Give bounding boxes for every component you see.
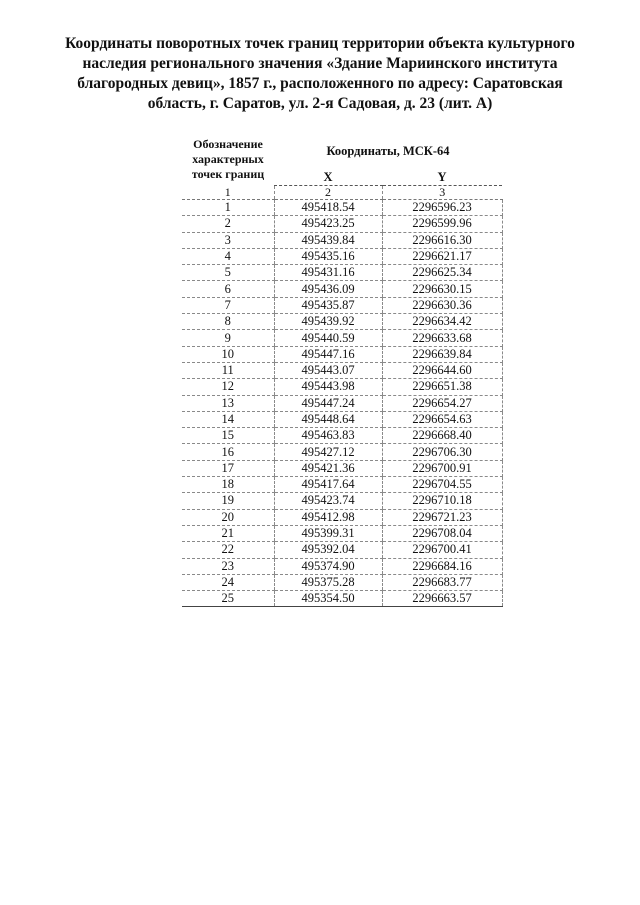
x-coordinate-cell: 495417.64 xyxy=(274,477,382,493)
point-number-cell: 12 xyxy=(182,379,274,395)
point-number-cell: 7 xyxy=(182,297,274,313)
x-coordinate-cell: 495354.50 xyxy=(274,591,382,607)
point-designation-header xyxy=(182,133,274,186)
table-row xyxy=(182,395,502,411)
point-header-line: точек границ xyxy=(191,166,265,181)
point-number-cell: 9 xyxy=(182,330,274,346)
x-coordinate-cell: 495436.09 xyxy=(274,281,382,297)
x-coordinate-cell: 495412.98 xyxy=(274,509,382,525)
y-coordinate-cell: 2296700.91 xyxy=(382,460,502,476)
point-number-cell: 17 xyxy=(182,460,274,476)
table-row xyxy=(182,460,502,476)
x-coordinate-cell: 495423.25 xyxy=(274,216,382,232)
x-coordinate-cell: 495448.64 xyxy=(274,411,382,427)
point-number-cell: 11 xyxy=(182,362,274,378)
point-number-cell: 22 xyxy=(182,542,274,558)
title-line: благородных девиц», 1857 г., расположенного по адресу: Саратовская xyxy=(77,75,563,92)
point-number-cell: 8 xyxy=(182,314,274,330)
x-coordinate-cell: 495447.16 xyxy=(274,346,382,362)
point-number-cell: 15 xyxy=(182,428,274,444)
x-coordinate-cell: 495374.90 xyxy=(274,558,382,574)
table-row xyxy=(182,525,502,541)
point-number-cell: 4 xyxy=(182,248,274,264)
table-row xyxy=(182,362,502,378)
x-coordinate-cell: 495427.12 xyxy=(274,444,382,460)
point-number-cell: 10 xyxy=(182,346,274,362)
document-title xyxy=(40,34,600,114)
x-coordinate-cell: 495439.92 xyxy=(274,314,382,330)
y-coordinate-cell: 2296683.77 xyxy=(382,574,502,590)
y-coordinate-cell: 2296634.42 xyxy=(382,314,502,330)
y-coordinate-cell: 2296644.60 xyxy=(382,362,502,378)
y-coordinate-cell: 2296621.17 xyxy=(382,248,502,264)
x-coordinate-cell: 495392.04 xyxy=(274,542,382,558)
y-coordinate-cell: 2296684.16 xyxy=(382,558,502,574)
coordinates-header: Координаты, МСК-64 xyxy=(326,143,450,158)
coordinates-table xyxy=(182,133,503,607)
y-coordinate-cell: 2296704.55 xyxy=(382,477,502,493)
y-coordinate-cell: 2296721.23 xyxy=(382,509,502,525)
table-row xyxy=(182,542,502,558)
coordinates-table-container xyxy=(182,133,502,607)
point-number-cell: 25 xyxy=(182,591,274,607)
table-row xyxy=(182,248,502,264)
table-row xyxy=(182,232,502,248)
table-row xyxy=(182,200,502,216)
point-number-cell: 2 xyxy=(182,216,274,232)
x-coordinate-cell: 495375.28 xyxy=(274,574,382,590)
table-row xyxy=(182,428,502,444)
y-coordinate-cell: 2296706.30 xyxy=(382,444,502,460)
x-coordinate-cell: 495418.54 xyxy=(274,200,382,216)
x-column-header: X xyxy=(274,169,382,186)
table-row xyxy=(182,281,502,297)
title-line: Координаты поворотных точек границ территории объекта культурного xyxy=(65,35,575,52)
column-number: 3 xyxy=(382,186,502,200)
x-coordinate-cell: 495435.16 xyxy=(274,248,382,264)
table-row xyxy=(182,444,502,460)
point-number-cell: 18 xyxy=(182,477,274,493)
x-coordinate-cell: 495463.83 xyxy=(274,428,382,444)
y-coordinate-cell: 2296663.57 xyxy=(382,591,502,607)
point-number-cell: 21 xyxy=(182,525,274,541)
x-coordinate-cell: 495447.24 xyxy=(274,395,382,411)
column-number: 2 xyxy=(274,186,382,200)
table-row xyxy=(182,297,502,313)
table-row xyxy=(182,216,502,232)
table-row xyxy=(182,330,502,346)
point-number-cell: 14 xyxy=(182,411,274,427)
x-coordinate-cell: 495431.16 xyxy=(274,265,382,281)
y-coordinate-cell: 2296700.41 xyxy=(382,542,502,558)
y-coordinate-cell: 2296630.15 xyxy=(382,281,502,297)
point-number-cell: 3 xyxy=(182,232,274,248)
title-line: область, г. Саратов, ул. 2-я Садовая, д. 23 (лит. А) xyxy=(147,95,493,112)
point-number-cell: 6 xyxy=(182,281,274,297)
table-row xyxy=(182,411,502,427)
point-header-line: Обозначение xyxy=(193,136,263,151)
y-coordinate-cell: 2296668.40 xyxy=(382,428,502,444)
point-number-cell: 19 xyxy=(182,493,274,509)
x-coordinate-cell: 495421.36 xyxy=(274,460,382,476)
y-coordinate-cell: 2296599.96 xyxy=(382,216,502,232)
point-number-cell: 13 xyxy=(182,395,274,411)
table-row xyxy=(182,265,502,281)
y-coordinate-cell: 2296630.36 xyxy=(382,297,502,313)
x-coordinate-cell: 495443.07 xyxy=(274,362,382,378)
point-number-cell: 24 xyxy=(182,574,274,590)
table-row xyxy=(182,346,502,362)
column-number: 1 xyxy=(182,186,274,200)
y-coordinate-cell: 2296625.34 xyxy=(382,265,502,281)
x-coordinate-cell: 495440.59 xyxy=(274,330,382,346)
y-coordinate-cell: 2296596.23 xyxy=(382,200,502,216)
coordinates-table-body xyxy=(182,200,502,607)
y-coordinate-cell: 2296633.68 xyxy=(382,330,502,346)
table-row xyxy=(182,509,502,525)
x-coordinate-cell: 495423.74 xyxy=(274,493,382,509)
y-coordinate-cell: 2296710.18 xyxy=(382,493,502,509)
y-coordinate-cell: 2296639.84 xyxy=(382,346,502,362)
point-number-cell: 20 xyxy=(182,509,274,525)
table-row xyxy=(182,591,502,607)
x-coordinate-cell: 495443.98 xyxy=(274,379,382,395)
table-row xyxy=(182,379,502,395)
column-number-row xyxy=(182,186,502,200)
table-row xyxy=(182,477,502,493)
y-coordinate-cell: 2296654.63 xyxy=(382,411,502,427)
point-number-cell: 5 xyxy=(182,265,274,281)
y-coordinate-cell: 2296616.30 xyxy=(382,232,502,248)
y-column-header: Y xyxy=(382,169,502,186)
point-number-cell: 23 xyxy=(182,558,274,574)
y-coordinate-cell: 2296651.38 xyxy=(382,379,502,395)
table-row xyxy=(182,574,502,590)
y-coordinate-cell: 2296654.27 xyxy=(382,395,502,411)
x-coordinate-cell: 495439.84 xyxy=(274,232,382,248)
table-row xyxy=(182,558,502,574)
point-number-cell: 1 xyxy=(182,200,274,216)
table-row xyxy=(182,314,502,330)
y-coordinate-cell: 2296708.04 xyxy=(382,525,502,541)
point-header-line: характерных xyxy=(192,151,264,166)
x-coordinate-cell: 495435.87 xyxy=(274,297,382,313)
table-row xyxy=(182,493,502,509)
point-number-cell: 16 xyxy=(182,444,274,460)
x-coordinate-cell: 495399.31 xyxy=(274,525,382,541)
title-line: наследия регионального значения «Здание Мариинского института xyxy=(82,55,558,72)
